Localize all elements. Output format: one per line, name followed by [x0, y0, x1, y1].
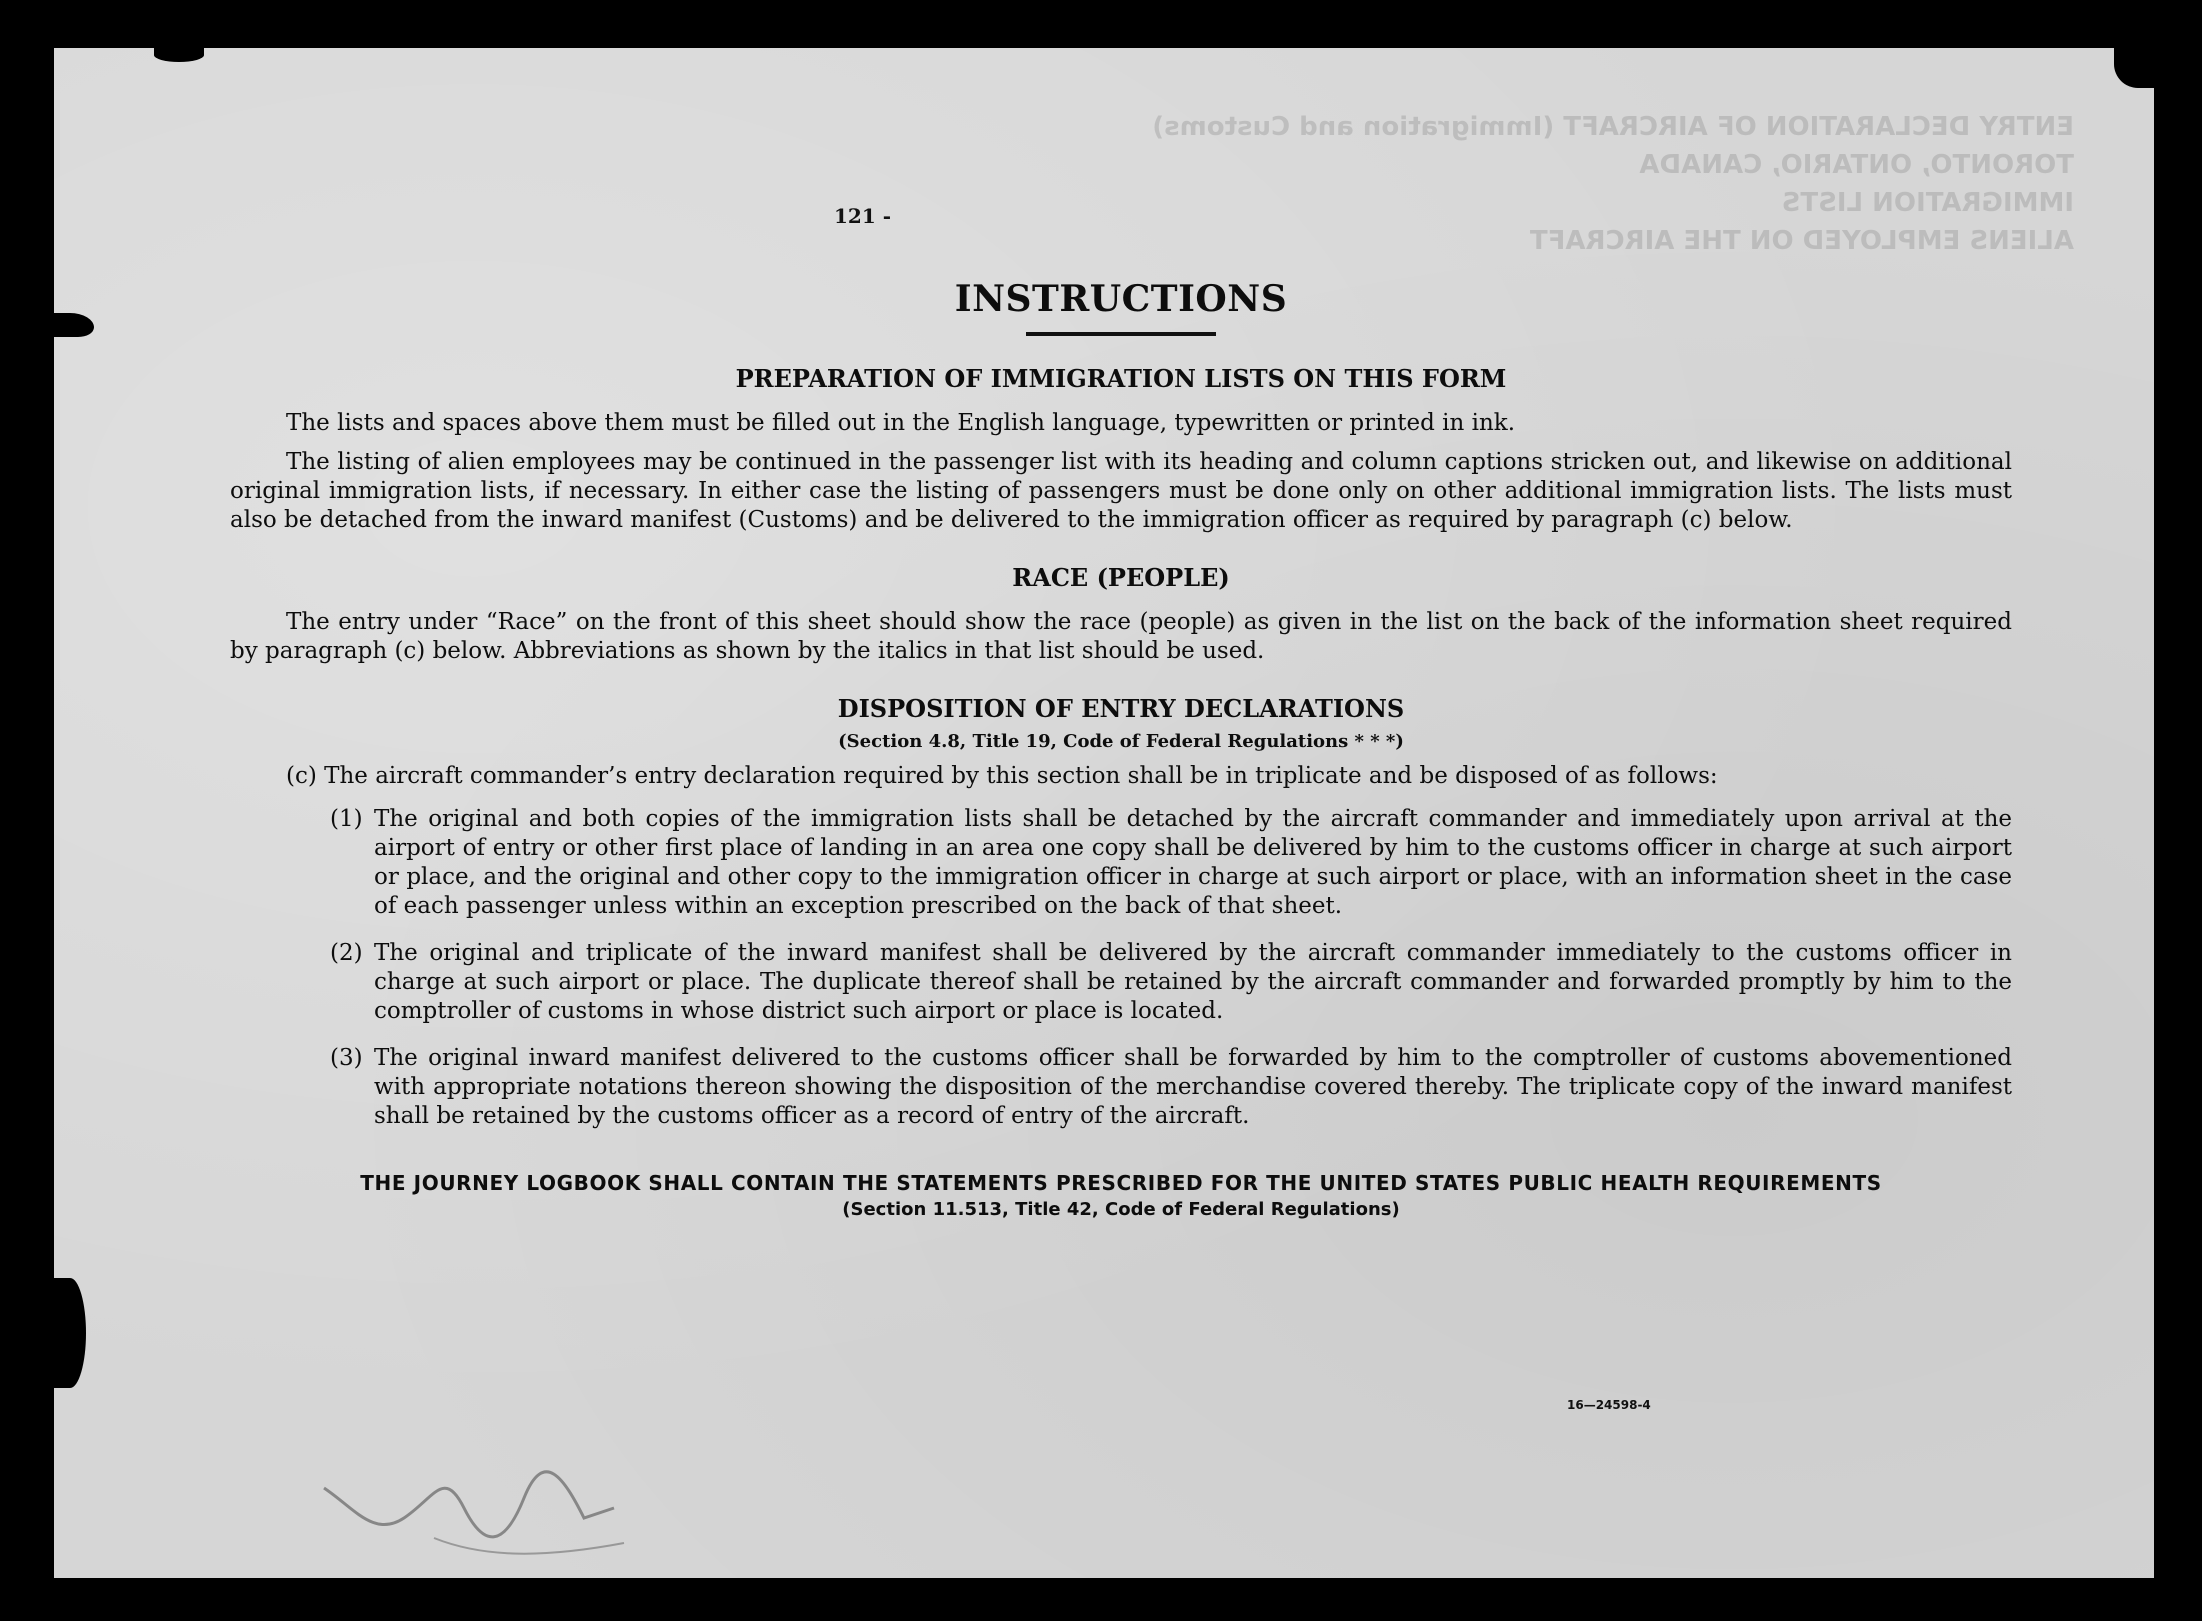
- title-underline: [1026, 332, 1216, 336]
- item-text: The original and both copies of the immigration lists shall be detached by the aircraft commander and immediately upon arrival at the airport of entry or other first place of landing in an area one copy shall be delivered by him to the customs officer in charge at such airport or place, and the original and other copy to the immigration officer in charge at such airport or place, with an information sheet in the case of each passenger unless within an exception prescribed on the back of that sheet.: [374, 806, 2012, 919]
- paper-tear-right: [2114, 48, 2154, 88]
- section-heading-race: RACE (PEOPLE): [1012, 563, 1230, 592]
- footer-health-requirements: THE JOURNEY LOGBOOK SHALL CONTAIN THE STATEMENTS PRESCRIBED FOR THE UNITED STATES PUBLIC HEALTH REQUIREMENTS: [360, 1171, 1882, 1195]
- list-item: [230, 1044, 2012, 1131]
- footer-citation: (Section 11.513, Title 42, Code of Federal Regulations): [842, 1199, 1400, 1220]
- section-citation: (Section 4.8, Title 19, Code of Federal Regulations * * *): [838, 731, 1404, 752]
- item-text: The original inward manifest delivered to the customs officer shall be forwarded by him to the comptroller of customs abovementioned with appropriate notations thereon showing the disposition of the merchandise covered thereby. The triplicate copy of the inward manifest shall be retained by the customs officer as a record of entry of the aircraft.: [374, 1045, 2012, 1129]
- page-mark: 121 -: [834, 204, 892, 228]
- page-title: INSTRUCTIONS: [954, 278, 1288, 320]
- list-item: [230, 805, 2012, 921]
- item-text: The original and triplicate of the inward manifest shall be delivered by the aircraft commander immediately to the customs officer in charge at such airport or place. The duplicate thereof shall be retained by the aircraft commander and forwarded promptly by him to the comptroller of customs in whose district such airport or place is located.: [374, 940, 2012, 1024]
- paper-tear-left-lower: [54, 1278, 86, 1388]
- bleed-through-text: ENTRY DECLARATION OF AIRCRAFT (Immigration and Customs) TORONTO, ONTARIO, CANADA IMMIGRATION LISTS ALIENS EMPLOYED ON THE AIRCRAFT: [1152, 112, 2074, 256]
- instructions-content: [230, 278, 2012, 1220]
- signature-icon: [314, 1448, 634, 1568]
- document-sheet: [54, 48, 2154, 1578]
- item-number: (3): [330, 1045, 363, 1071]
- list-item: [230, 939, 2012, 1026]
- section-heading-preparation: PREPARATION OF IMMIGRATION LISTS ON THIS FORM: [735, 364, 1507, 393]
- section-heading-disposition: DISPOSITION OF ENTRY DECLARATIONS: [837, 694, 1405, 723]
- form-number: 16—24598-4: [1567, 1398, 1651, 1412]
- paragraph-alien-employees: The listing of alien employees may be continued in the passenger list with its heading and column captions stricken out, and likewise on additional original immigration lists, if necessary. In either case the listing of passengers must be done only on other additional immigration lists. The lists must also be detached from the inward manifest (Customs) and be delivered to the immigration officer as required by paragraph (c) below.: [230, 449, 2012, 533]
- item-number: (1): [330, 806, 363, 832]
- paragraph-race: The entry under “Race” on the front of this sheet should show the race (people) as given in the list on the back of the information sheet required by paragraph (c) below. Abbreviations as shown by the italics in that list should be used.: [230, 609, 2012, 664]
- paper-tear-top: [154, 48, 204, 62]
- paragraph-c-intro: (c) The aircraft commander’s entry declaration required by this section shall be in triplicate and be disposed of as follows:: [286, 763, 1718, 789]
- paragraph-language: The lists and spaces above them must be filled out in the English language, typewritten or printed in ink.: [286, 410, 1516, 436]
- item-number: (2): [330, 940, 363, 966]
- paper-tear-left: [54, 313, 94, 337]
